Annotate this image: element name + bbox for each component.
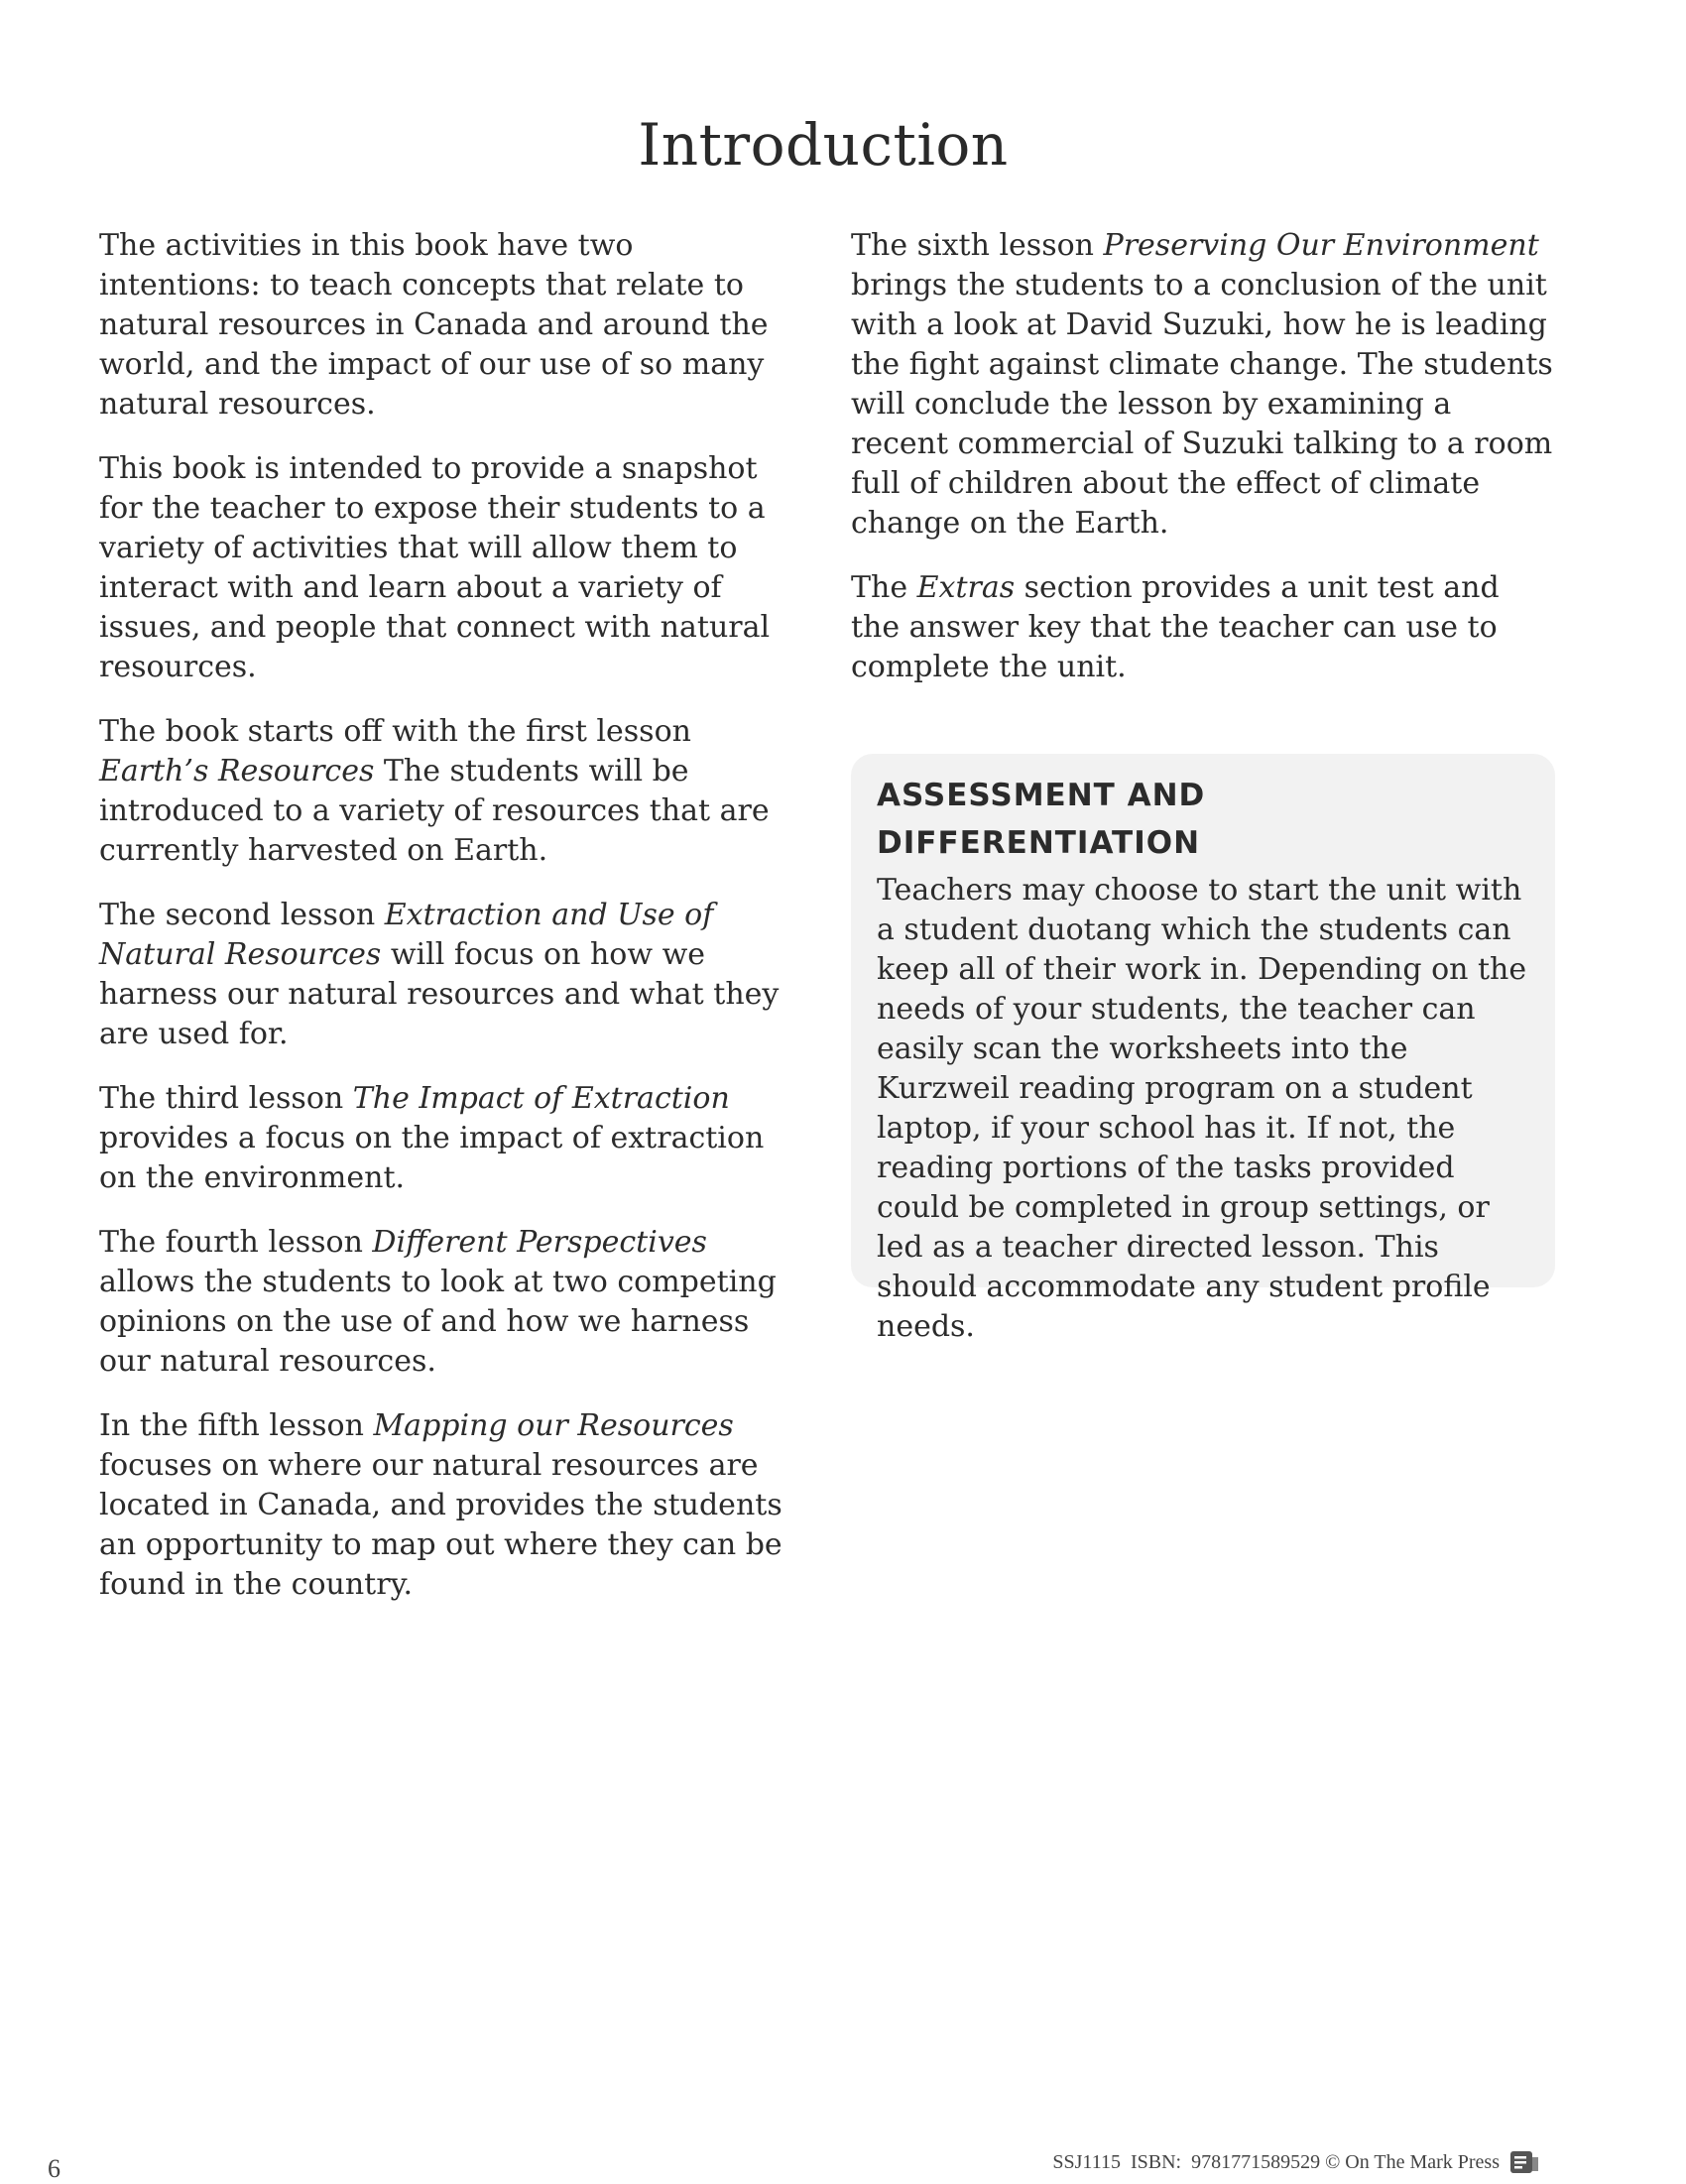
paragraph-text: provides a focus on the impact of extraction on the environment. [99, 1121, 765, 1195]
left-column [99, 226, 803, 1630]
paragraph [99, 896, 803, 1054]
book-logo-icon [1509, 2149, 1539, 2175]
paragraph [851, 226, 1557, 544]
lesson-title: Extraction and Use of Natural Resources [99, 898, 714, 972]
paragraph-text: focuses on where our natural resources are located in Canada, and provides the students an opportunity to map out where they can be found in the country. [99, 1448, 783, 1602]
footer-info [1052, 2149, 1539, 2175]
lesson-title: Preserving Our Environment [1103, 228, 1539, 263]
lesson-title: The Impact of Extraction [352, 1081, 730, 1116]
product-code: SSJ1115 [1052, 2150, 1121, 2173]
paragraph-text: The [851, 570, 917, 605]
isbn-publisher: 9781771589529 © On The Mark Press [1191, 2150, 1500, 2173]
assessment-box [851, 754, 1555, 1344]
page-title: Introduction [638, 111, 1009, 179]
paragraph-text: section provides a unit test and the answer key that the teacher can use to complete the unit. [851, 570, 1500, 684]
lesson-title: Mapping our Resources [373, 1408, 734, 1443]
paragraph [851, 568, 1557, 687]
paragraph-text: The activities in this book have two intentions: to teach concepts that relate to natural resources in Canada and around the world, and the impact of our use of so many natural resources. [99, 228, 769, 422]
paragraph-text: The fourth lesson [99, 1225, 373, 1260]
paragraph-text: The sixth lesson [851, 228, 1104, 263]
paragraph-text: will focus on how we harness our natural resources and what they are used for. [99, 937, 780, 1051]
paragraph-text: This book is intended to provide a snapshot for the teacher to expose their students to a variety of activities that will allow them to interact with and learn about a variety of issues, and people that connect with natural resources. [99, 451, 771, 684]
paragraph-text: The book starts off with the first lesson [99, 714, 691, 749]
paragraph-text: brings the students to a conclusion of the unit with a look at David Suzuki, how he is leading the fight against climate change. The students will conclude the lesson by examining a recent commercial of Suzuki talking to a room full of children about the effect of climate change on the Earth. [851, 268, 1553, 541]
paragraph-text: The students will be introduced to a variety of resources that are currently harvested on Earth. [99, 754, 770, 868]
assessment-body: Teachers may choose to start the unit with a student duotang which the students can keep all of their work in. Depending on the needs of your students, the teacher can easily scan the worksheets into the Kurzweil reading program on a student laptop, if your school has it. If not, the reading portions of the tasks provided could be completed in group settings, or led as a teacher directed lesson. This should accommodate any student profile needs. [877, 873, 1527, 1344]
lesson-title: Extras [916, 570, 1016, 605]
paragraph-text: allows the students to look at two competing opinions on the use of and how we harness our natural resources. [99, 1265, 777, 1379]
lesson-title: Different Perspectives [372, 1225, 707, 1260]
paragraph [99, 1223, 803, 1382]
paragraph [99, 1079, 803, 1198]
isbn-label: ISBN: [1130, 2150, 1182, 2173]
paragraph [99, 226, 803, 425]
paragraph-text: In the fifth lesson [99, 1408, 374, 1443]
paragraph [99, 449, 803, 687]
page-number: 6 [48, 2154, 60, 2183]
paragraph-text: The second lesson [99, 898, 385, 932]
right-column [851, 226, 1557, 712]
paragraph [99, 712, 803, 871]
paragraph [99, 1406, 803, 1605]
assessment-heading: ASSESSMENT AND DIFFERENTIATION [877, 778, 1206, 861]
lesson-title: Earth’s Resources [99, 754, 375, 789]
paragraph-text: The third lesson [99, 1081, 353, 1116]
